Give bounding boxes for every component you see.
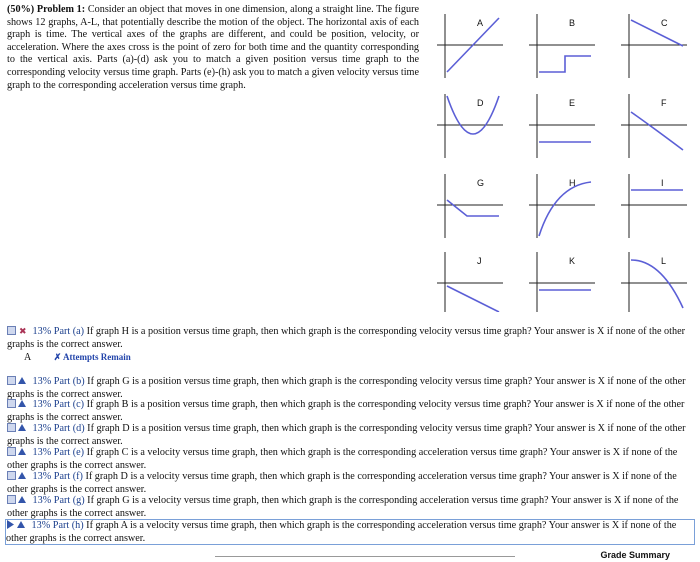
part-b-text: If graph G is a position versus time graph, then which graph is the corresponding velocity versus time graph? Your answer is X if none of the other graphs is the correct answer. [7, 376, 686, 400]
part-d-text: If graph D is a position versus time graph, then which graph is the corresponding velocity versus time graph? Your answer is X if none of the other graphs is the correct answer. [7, 423, 686, 447]
part-c-label: Part (c) [53, 399, 85, 410]
part-h-pct: 13% [31, 520, 51, 531]
part-a-icons [7, 326, 27, 339]
part-e[interactable] [7, 447, 695, 471]
part-a [7, 326, 695, 350]
graph-B-label: B [569, 18, 576, 28]
graph-F-curve [631, 112, 683, 150]
graph-D-label: D [477, 98, 484, 108]
svg-text:✖: ✖ [19, 326, 27, 335]
part-a-pct: 13% [32, 326, 52, 337]
part-f-label: Part (f) [53, 471, 83, 482]
part-c[interactable] [7, 399, 695, 423]
part-f-icons [7, 471, 27, 484]
part-d-icons [7, 423, 27, 436]
graphs-svg [425, 4, 695, 312]
part-g-icons [7, 495, 27, 508]
graph-G-label: G [477, 178, 485, 188]
part-b-label: Part (b) [53, 376, 85, 387]
graph-D-curve [447, 96, 499, 134]
part-g[interactable] [7, 495, 695, 519]
part-c-icons [7, 399, 27, 412]
part-c-text: If graph B is a position versus time graph, then which graph is the corresponding velocity versus time graph? Your answer is X if none of the other graphs is the correct answer. [7, 399, 685, 423]
part-d-label: Part (d) [53, 423, 85, 434]
graph-J-label: J [477, 256, 482, 266]
attempts-text: Attempts Remain [63, 352, 131, 362]
part-e-icons [7, 447, 27, 460]
answer-button-row[interactable] [215, 556, 515, 562]
part-a-answer: A [24, 352, 32, 363]
part-h-label: Part (h) [52, 520, 84, 531]
part-h-icons [6, 520, 26, 533]
part-g-pct: 13% [32, 495, 52, 506]
graph-A-label: A [477, 18, 484, 28]
grade-summary[interactable]: Grade Summary [600, 550, 670, 560]
graph-J-curve [447, 286, 499, 312]
part-b-pct: 13% [32, 376, 52, 387]
part-f-pct: 13% [32, 471, 52, 482]
graph-H-curve [539, 182, 591, 236]
part-c-pct: 13% [32, 399, 52, 410]
part-b-icons [7, 376, 27, 389]
part-b[interactable] [7, 376, 695, 400]
part-d-pct: 13% [32, 423, 52, 434]
part-a-answer-row [24, 352, 131, 363]
part-e-text: If graph C is a velocity versus time graph, then which graph is the corresponding acceleration versus time graph? Your answer is X if none of the other graphs is the correct answer. [7, 447, 678, 471]
graph-B-curve [539, 56, 591, 72]
part-g-label: Part (g) [53, 495, 85, 506]
graph-H-label: H [569, 178, 576, 188]
graph-G-curve [447, 200, 499, 216]
part-g-text: If graph G is a velocity versus time graph, then which graph is the corresponding acceleration versus time graph? Your answer is X if none of the other graphs is the correct answer. [7, 495, 679, 519]
problem-text: Consider an object that moves in one dimension, along a straight line. The figure shows 12 graphs, A-L, that potentially describe the motion of the object. The horizontal axis of each graph is time. The vertical axes of the graphs are different, and could be position, velocity, or acceleration. Where the axes cross is the point of zero for both time and the quantity corresponding to the vertical axis. Parts (a)-(d) ask you to match a given position versus time graph to the corresponding velocity versus time graph. Parts (e)-(h) ask you to match a given velocity versus time graph to the corresponding acceleration versus time graph. [7, 4, 420, 91]
graph-L-curve [631, 260, 683, 308]
part-h[interactable] [5, 519, 695, 545]
part-a-text: If graph H is a position versus time graph, then which graph is the corresponding velocity versus time graph? Your answer is X if none of the other graphs is the correct answer. [7, 326, 685, 350]
graph-F-label: F [661, 98, 667, 108]
part-f-text: If graph D is a velocity versus time graph, then which graph is the corresponding acceleration versus time graph? Your answer is X if none of the other graphs is the correct answer. [7, 471, 677, 495]
graph-K-label: K [569, 256, 576, 266]
graph-grid [425, 4, 695, 312]
part-a-label: Part (a) [53, 326, 85, 337]
problem-heading: (50%) Problem 1: [7, 4, 86, 15]
graph-I-label: I [661, 178, 664, 188]
attempts-status: ✗ Attempts Remain [53, 352, 131, 362]
graph-E-label: E [569, 98, 576, 108]
part-h-text: If graph A is a velocity versus time graph, then which graph is the corresponding acceleration versus time graph? Your answer is X if none of the other graphs is the correct answer. [6, 520, 677, 544]
graph-C-curve [631, 20, 683, 46]
part-e-pct: 13% [32, 447, 52, 458]
part-f[interactable] [7, 471, 695, 495]
part-d[interactable] [7, 423, 695, 447]
graph-L-label: L [661, 256, 667, 266]
problem-statement [7, 4, 419, 92]
part-e-label: Part (e) [53, 447, 85, 458]
graph-C-label: C [661, 18, 668, 28]
